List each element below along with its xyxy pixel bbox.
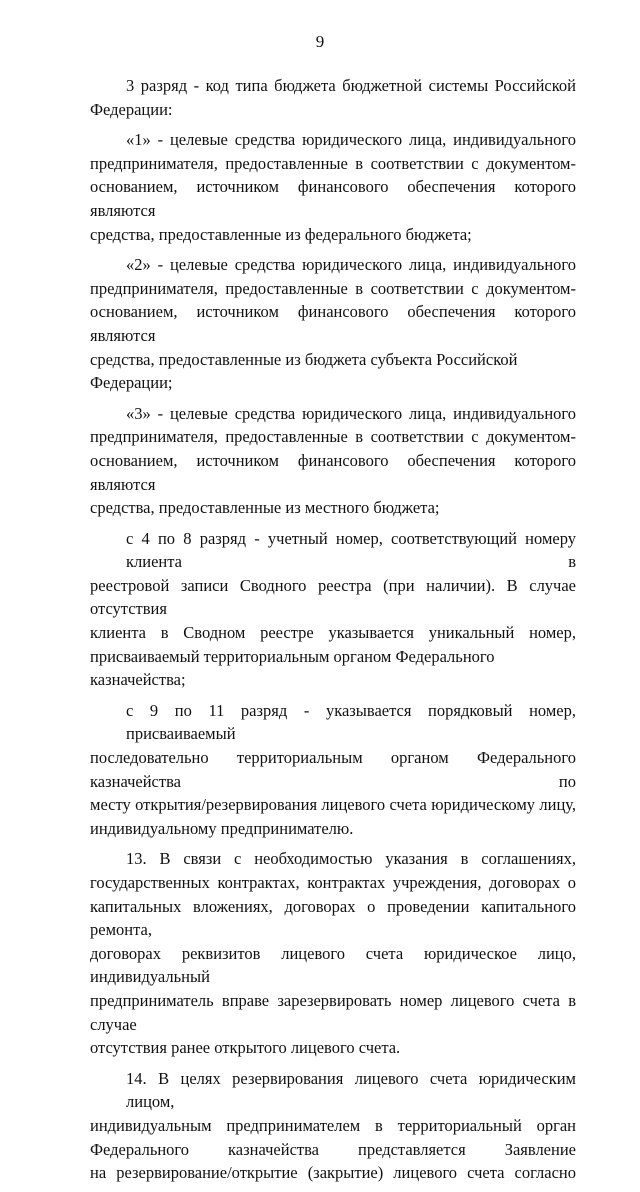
paragraph-line: Федерации: [90, 99, 173, 119]
paragraph [90, 402, 576, 520]
paragraph-line: «3» - целевые средства юридического лица, индивидуального [126, 403, 576, 423]
paragraph [90, 699, 576, 841]
paragraph-line: 3 разряд - код типа бюджета бюджетной системы Российской [126, 76, 576, 95]
paragraph-line: средства, предоставленные из федерального бюджета; [90, 224, 472, 244]
paragraph-line: с 4 по 8 разряд - учетный номер, соответствующий номеру клиента в [126, 528, 576, 572]
paragraph [90, 253, 576, 395]
paragraph-line: 13. В связи с необходимостью указания в соглашениях, [126, 849, 576, 869]
paragraph [90, 74, 576, 121]
paragraph-line: основанием, источником финансового обеспечения которого являются [90, 450, 576, 494]
paragraph-line: основанием, источником финансового обеспечения которого являются [90, 302, 576, 345]
paragraph-line: договорах реквизитов лицевого счета юридическое лицо, индивидуальный [90, 943, 576, 987]
paragraph-line: предприниматель вправе зарезервировать номер лицевого счета в случае [90, 990, 576, 1034]
paragraph-line: с 9 по 11 разряд - указывается порядковый номер, присваиваемый [126, 700, 576, 744]
paragraph-line: предпринимателя, предоставленные в соответствии с документом- [90, 427, 576, 447]
paragraph-line: капитальных вложениях, договорах о проведении капитального ремонта, [90, 896, 576, 940]
paragraph-line: предпринимателя, предоставленные в соответствии с документом- [90, 153, 576, 173]
paragraph-line: 14. В целях резервирования лицевого счета юридическим лицом, [126, 1068, 576, 1112]
paragraph [90, 527, 576, 692]
paragraph [90, 128, 576, 246]
paragraph-line: основанием, источником финансового обеспечения которого являются [90, 177, 576, 220]
paragraph [90, 847, 576, 1059]
paragraph-line: месту открытия/резервирования лицевого счета юридическому лицу, [90, 795, 576, 815]
document-body [90, 74, 576, 1192]
paragraph-line: предпринимателя, предоставленные в соответствии с документом- [90, 278, 576, 298]
paragraph [90, 1067, 576, 1185]
paragraph-line: на резервирование/открытие (закрытие) лицевого счета согласно [90, 1163, 576, 1183]
paragraph-line: последовательно территориальным органом Федерального казначейства по [90, 748, 576, 791]
paragraph-line: клиента в Сводном реестре указывается уникальный номер, [90, 623, 576, 643]
paragraph-line: «1» - целевые средства юридического лица, индивидуального [126, 130, 576, 150]
page-number: 9 [315, 32, 325, 51]
paragraph-line: индивидуальному предпринимателю. [90, 818, 354, 838]
paragraph-line: «2» - целевые средства юридического лица, индивидуального [126, 255, 576, 275]
paragraph-line: присваиваемый территориальным органом Федерального казначейства; [90, 646, 495, 690]
paragraph-line: средства, предоставленные из бюджета субъекта Российской Федерации; [90, 349, 518, 393]
paragraph-line: средства, предоставленные из местного бюджета; [90, 498, 440, 518]
paragraph-line: отсутствия ранее открытого лицевого счета. [90, 1038, 401, 1058]
paragraph-line: Федерального казначейства представляется Заявление [90, 1139, 576, 1159]
paragraph-line: реестровой записи Сводного реестра (при наличии). В случае отсутствия [90, 575, 576, 619]
paragraph-line: государственных контрактах, контрактах учреждения, договорах о [90, 873, 576, 892]
paragraph-line: индивидуальным предпринимателем в территориальный орган [90, 1115, 576, 1135]
